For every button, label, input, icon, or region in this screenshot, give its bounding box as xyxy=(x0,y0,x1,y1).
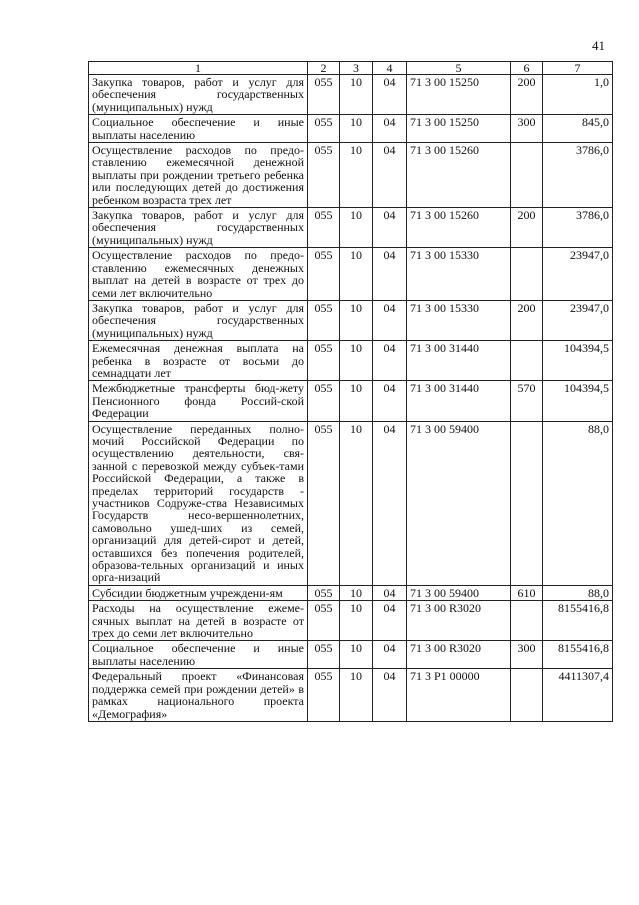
row-target-code: 71 3 00 R3020 xyxy=(407,641,511,669)
row-expense-type: 200 xyxy=(511,208,543,248)
row-target-code: 71 3 00 31440 xyxy=(407,381,511,421)
table-row xyxy=(89,341,613,381)
row-expense-type xyxy=(511,601,543,641)
col-header-4: 4 xyxy=(373,62,407,75)
row-target-code: 71 3 00 59400 xyxy=(407,585,511,600)
row-name: Закупка товаров, работ и услуг для обеспечения государственных (муниципальных) нужд xyxy=(89,300,308,340)
table-row xyxy=(89,248,613,301)
row-subsection: 04 xyxy=(373,300,407,340)
row-section: 10 xyxy=(340,641,373,669)
row-name: Осуществление расходов по предо-ставлению ежемесячных денежных выплат на детей в возрасте от трех до семи лет включительно xyxy=(89,248,308,301)
row-amount: 4411307,4 xyxy=(543,669,613,722)
row-amount: 23947,0 xyxy=(543,248,613,301)
row-expense-type xyxy=(511,143,543,208)
header-row xyxy=(89,62,613,75)
row-name: Расходы на осуществление ежеме-сячных выплат на детей в возрасте от трех до семи лет включительно xyxy=(89,601,308,641)
row-expense-type xyxy=(511,669,543,722)
row-section: 10 xyxy=(340,300,373,340)
table-row xyxy=(89,381,613,421)
col-header-6: 6 xyxy=(511,62,543,75)
row-name: Социальное обеспечение и иные выплаты населению xyxy=(89,641,308,669)
table-body xyxy=(89,75,613,722)
row-name: Закупка товаров, работ и услуг для обеспечения государственных (муниципальных) нужд xyxy=(89,75,308,115)
row-grbs: 055 xyxy=(308,585,340,600)
row-name: Социальное обеспечение и иные выплаты населению xyxy=(89,115,308,143)
row-section: 10 xyxy=(340,75,373,115)
row-name: Субсидии бюджетным учреждени-ям xyxy=(89,585,308,600)
col-header-5: 5 xyxy=(407,62,511,75)
col-header-3: 3 xyxy=(340,62,373,75)
row-subsection: 04 xyxy=(373,421,407,585)
row-name: Закупка товаров, работ и услуг для обеспечения государственных (муниципальных) нужд xyxy=(89,208,308,248)
col-header-7: 7 xyxy=(543,62,613,75)
row-target-code: 71 3 00 31440 xyxy=(407,341,511,381)
row-expense-type: 200 xyxy=(511,75,543,115)
row-name: Осуществление расходов по предо-ставлению ежемесячной денежной выплаты при рождении третьего ребенка или последующих детей до достижения ребенком возраста трех лет xyxy=(89,143,308,208)
table-row xyxy=(89,143,613,208)
row-grbs: 055 xyxy=(308,341,340,381)
row-subsection: 04 xyxy=(373,208,407,248)
row-grbs: 055 xyxy=(308,381,340,421)
row-subsection: 04 xyxy=(373,641,407,669)
table-header xyxy=(89,62,613,75)
row-grbs: 055 xyxy=(308,115,340,143)
row-subsection: 04 xyxy=(373,248,407,301)
row-amount: 1,0 xyxy=(543,75,613,115)
row-section: 10 xyxy=(340,248,373,301)
row-amount: 8155416,8 xyxy=(543,641,613,669)
row-grbs: 055 xyxy=(308,601,340,641)
row-section: 10 xyxy=(340,381,373,421)
row-subsection: 04 xyxy=(373,143,407,208)
budget-table xyxy=(88,61,613,722)
row-subsection: 04 xyxy=(373,75,407,115)
page-number: 41 xyxy=(592,38,605,53)
row-amount: 3786,0 xyxy=(543,208,613,248)
row-section: 10 xyxy=(340,143,373,208)
row-name: Осуществление переданных полно-мочий Российской Федерации по осуществлению деятельности, свя-занной с перевозкой между субъек-тами Российской Федерации, а также в пределах территорий государств - участников Содруже-ства Независимых Государств несо-вершеннолетних, самовольно ушед-ших из семей, организаций для детей-сирот и детей, оставшихся без попечения родителей, образова-тельных организаций и иных орга-низаций xyxy=(89,421,308,585)
col-header-1: 1 xyxy=(89,62,308,75)
row-subsection: 04 xyxy=(373,585,407,600)
row-expense-type: 570 xyxy=(511,381,543,421)
row-expense-type: 610 xyxy=(511,585,543,600)
row-section: 10 xyxy=(340,115,373,143)
table-row xyxy=(89,601,613,641)
row-subsection: 04 xyxy=(373,601,407,641)
table-row xyxy=(89,421,613,585)
row-expense-type: 300 xyxy=(511,115,543,143)
row-grbs: 055 xyxy=(308,421,340,585)
row-target-code: 71 3 00 15250 xyxy=(407,115,511,143)
row-expense-type xyxy=(511,421,543,585)
row-amount: 3786,0 xyxy=(543,143,613,208)
row-section: 10 xyxy=(340,669,373,722)
row-target-code: 71 3 00 15260 xyxy=(407,208,511,248)
row-name: Федеральный проект «Финансовая поддержка семей при рождении детей» в рамках национального проекта «Демография» xyxy=(89,669,308,722)
table-row xyxy=(89,300,613,340)
row-amount: 88,0 xyxy=(543,421,613,585)
row-grbs: 055 xyxy=(308,248,340,301)
row-expense-type xyxy=(511,248,543,301)
row-subsection: 04 xyxy=(373,115,407,143)
row-name: Ежемесячная денежная выплата на ребенка в возрасте от восьми до семнадцати лет xyxy=(89,341,308,381)
table-row xyxy=(89,208,613,248)
row-grbs: 055 xyxy=(308,669,340,722)
row-section: 10 xyxy=(340,421,373,585)
row-expense-type xyxy=(511,341,543,381)
row-amount: 8155416,8 xyxy=(543,601,613,641)
row-expense-type: 300 xyxy=(511,641,543,669)
row-target-code: 71 3 00 15260 xyxy=(407,143,511,208)
row-amount: 104394,5 xyxy=(543,341,613,381)
row-grbs: 055 xyxy=(308,300,340,340)
table-row xyxy=(89,641,613,669)
row-grbs: 055 xyxy=(308,143,340,208)
row-target-code: 71 3 00 15330 xyxy=(407,248,511,301)
row-expense-type: 200 xyxy=(511,300,543,340)
row-target-code: 71 3 P1 00000 xyxy=(407,669,511,722)
row-grbs: 055 xyxy=(308,75,340,115)
row-amount: 88,0 xyxy=(543,585,613,600)
row-section: 10 xyxy=(340,601,373,641)
row-subsection: 04 xyxy=(373,669,407,722)
row-section: 10 xyxy=(340,208,373,248)
row-subsection: 04 xyxy=(373,341,407,381)
row-target-code: 71 3 00 59400 xyxy=(407,421,511,585)
row-section: 10 xyxy=(340,585,373,600)
table-row xyxy=(89,75,613,115)
row-target-code: 71 3 00 15250 xyxy=(407,75,511,115)
row-subsection: 04 xyxy=(373,381,407,421)
row-amount: 23947,0 xyxy=(543,300,613,340)
row-target-code: 71 3 00 15330 xyxy=(407,300,511,340)
table-row xyxy=(89,669,613,722)
row-name: Межбюджетные трансферты бюд-жету Пенсионного фонда Россий-ской Федерации xyxy=(89,381,308,421)
row-amount: 845,0 xyxy=(543,115,613,143)
row-target-code: 71 3 00 R3020 xyxy=(407,601,511,641)
table-row xyxy=(89,115,613,143)
row-section: 10 xyxy=(340,341,373,381)
row-amount: 104394,5 xyxy=(543,381,613,421)
col-header-2: 2 xyxy=(308,62,340,75)
row-grbs: 055 xyxy=(308,641,340,669)
row-grbs: 055 xyxy=(308,208,340,248)
table-row xyxy=(89,585,613,600)
